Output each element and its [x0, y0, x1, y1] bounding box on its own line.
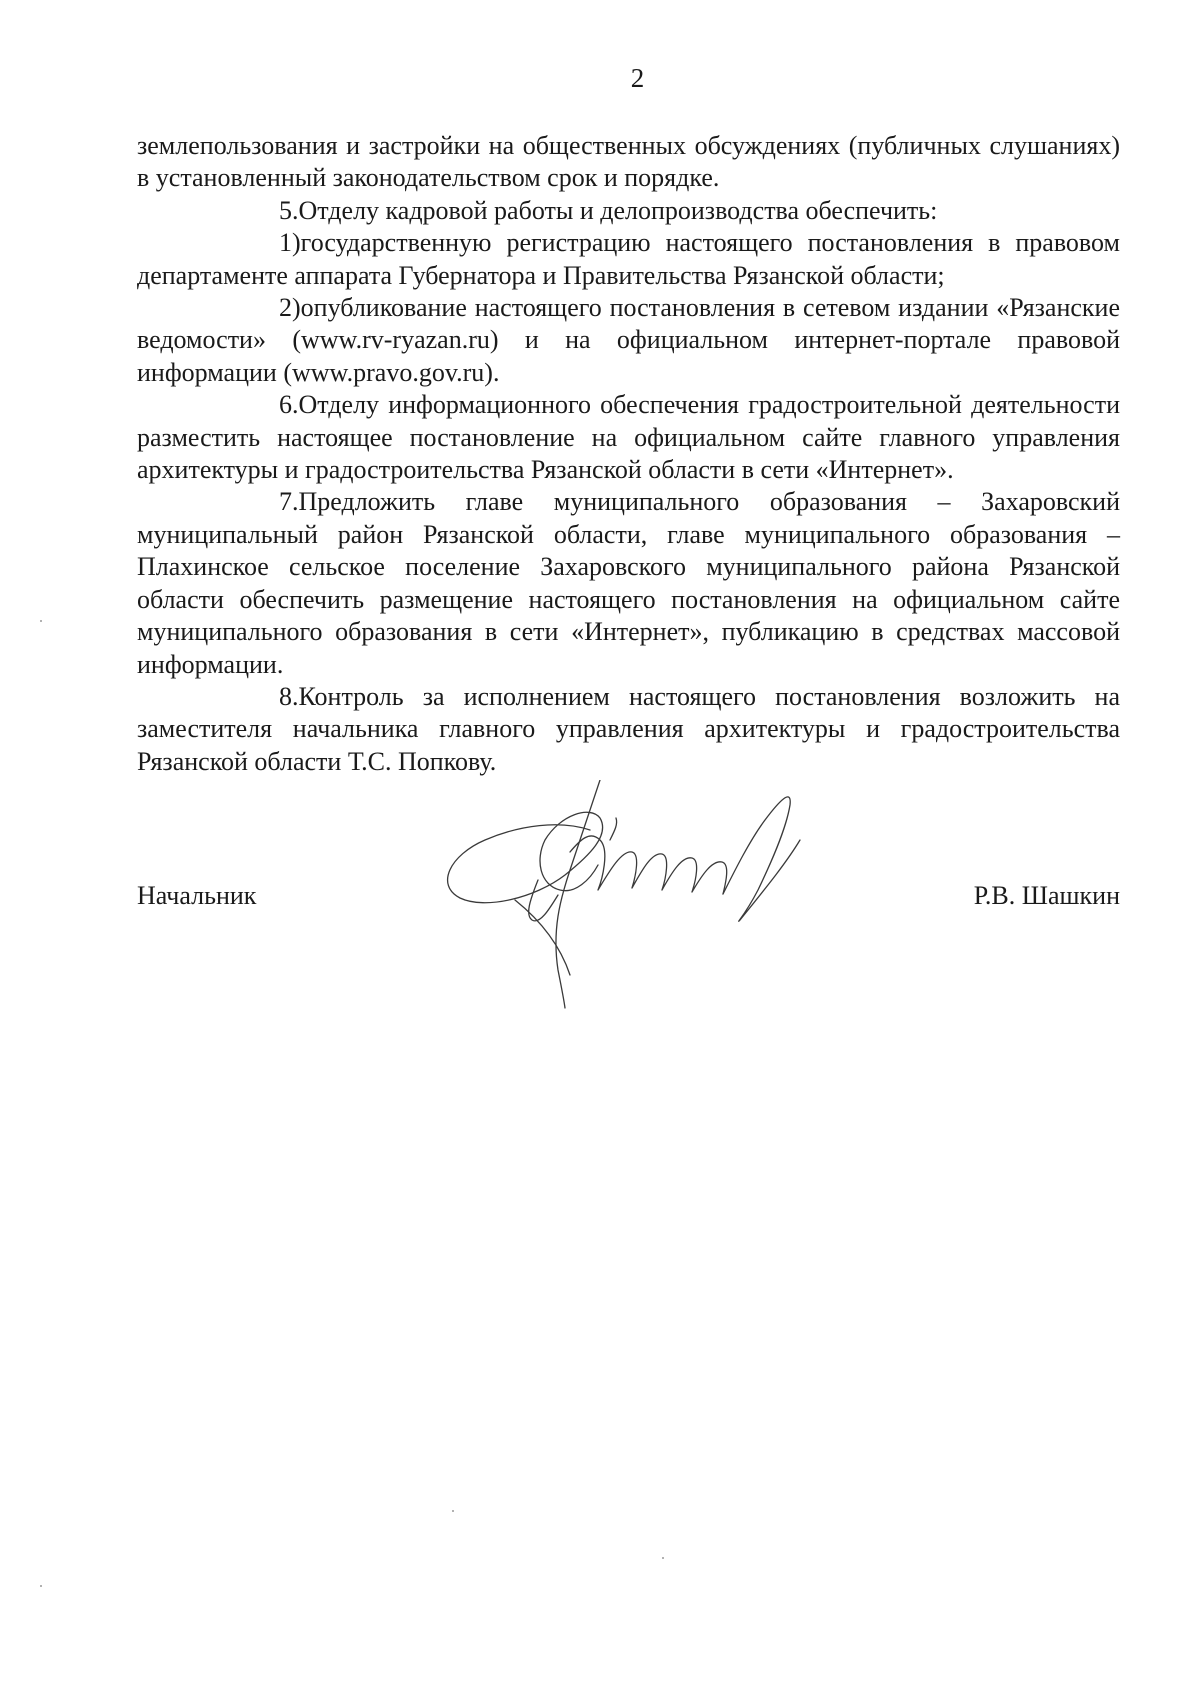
paragraph-number: 2) [279, 293, 301, 323]
paragraph-7 [137, 486, 1120, 680]
signatory-title: Начальник [137, 881, 257, 910]
paragraph-5 [137, 195, 1120, 227]
paragraph-continuation [137, 130, 1120, 195]
paragraph-text: опубликование настоящего постановления в сетевом издании «Рязанские ведомости» (www.rv-ryazan.ru) и на официальном интернет-портале правовой информации (www.pravo.gov.ru). [137, 293, 1120, 387]
paragraph-text: Отделу кадровой работы и делопроизводства обеспечить: [298, 195, 938, 225]
page-number: 2 [630, 63, 645, 93]
paragraph-text: Отделу информационного обеспечения градостроительной деятельности разместить настоящее постановление на официальном сайте главного управления архитектуры и градостроительства Рязанской области в сети «Интернет». [137, 390, 1120, 485]
paragraph-6 [137, 389, 1120, 486]
paragraph-text: государственную регистрацию настоящего постановления в правовом департаменте аппарата Губернатора и Правительства Рязанской области; [137, 228, 1120, 290]
paragraph-text: Предложить главе муниципального образования – Захаровский муниципальный район Рязанской области, главе муниципального образования – Плахинское сельское поселение Захаровского муниципального района Рязанской области обеспечить размещение настоящего постановления на официальном сайте муниципального образования в сети «Интернет», публикацию в средствах массовой информации. [137, 487, 1120, 679]
subparagraph-1 [137, 227, 1120, 292]
scan-speck [40, 620, 42, 622]
paragraph-text: землепользования и застройки на общественных обсуждениях (публичных слушаниях) в установленный законодательством срок и порядке. [137, 131, 1120, 193]
paragraph-text: Контроль за исполнением настоящего постановления возложить на заместителя начальника главного управления архитектуры и градостроительства Рязанской области Т.С. Попкову. [137, 681, 1120, 776]
paragraph-number: 7. [279, 487, 299, 517]
paragraph-number: 8. [279, 681, 299, 711]
scan-speck [452, 1510, 454, 1512]
paragraph-8 [137, 681, 1120, 778]
paragraph-number: 6. [279, 390, 299, 420]
paragraph-number: 5. [279, 195, 299, 225]
scan-speck [40, 1585, 42, 1587]
subparagraph-2 [137, 292, 1120, 389]
paragraph-number: 1) [279, 228, 301, 258]
handwritten-signature [440, 780, 860, 1010]
document-body [137, 130, 1120, 778]
scan-speck [662, 1557, 664, 1559]
signatory-name: Р.В. Шашкин [973, 881, 1120, 910]
